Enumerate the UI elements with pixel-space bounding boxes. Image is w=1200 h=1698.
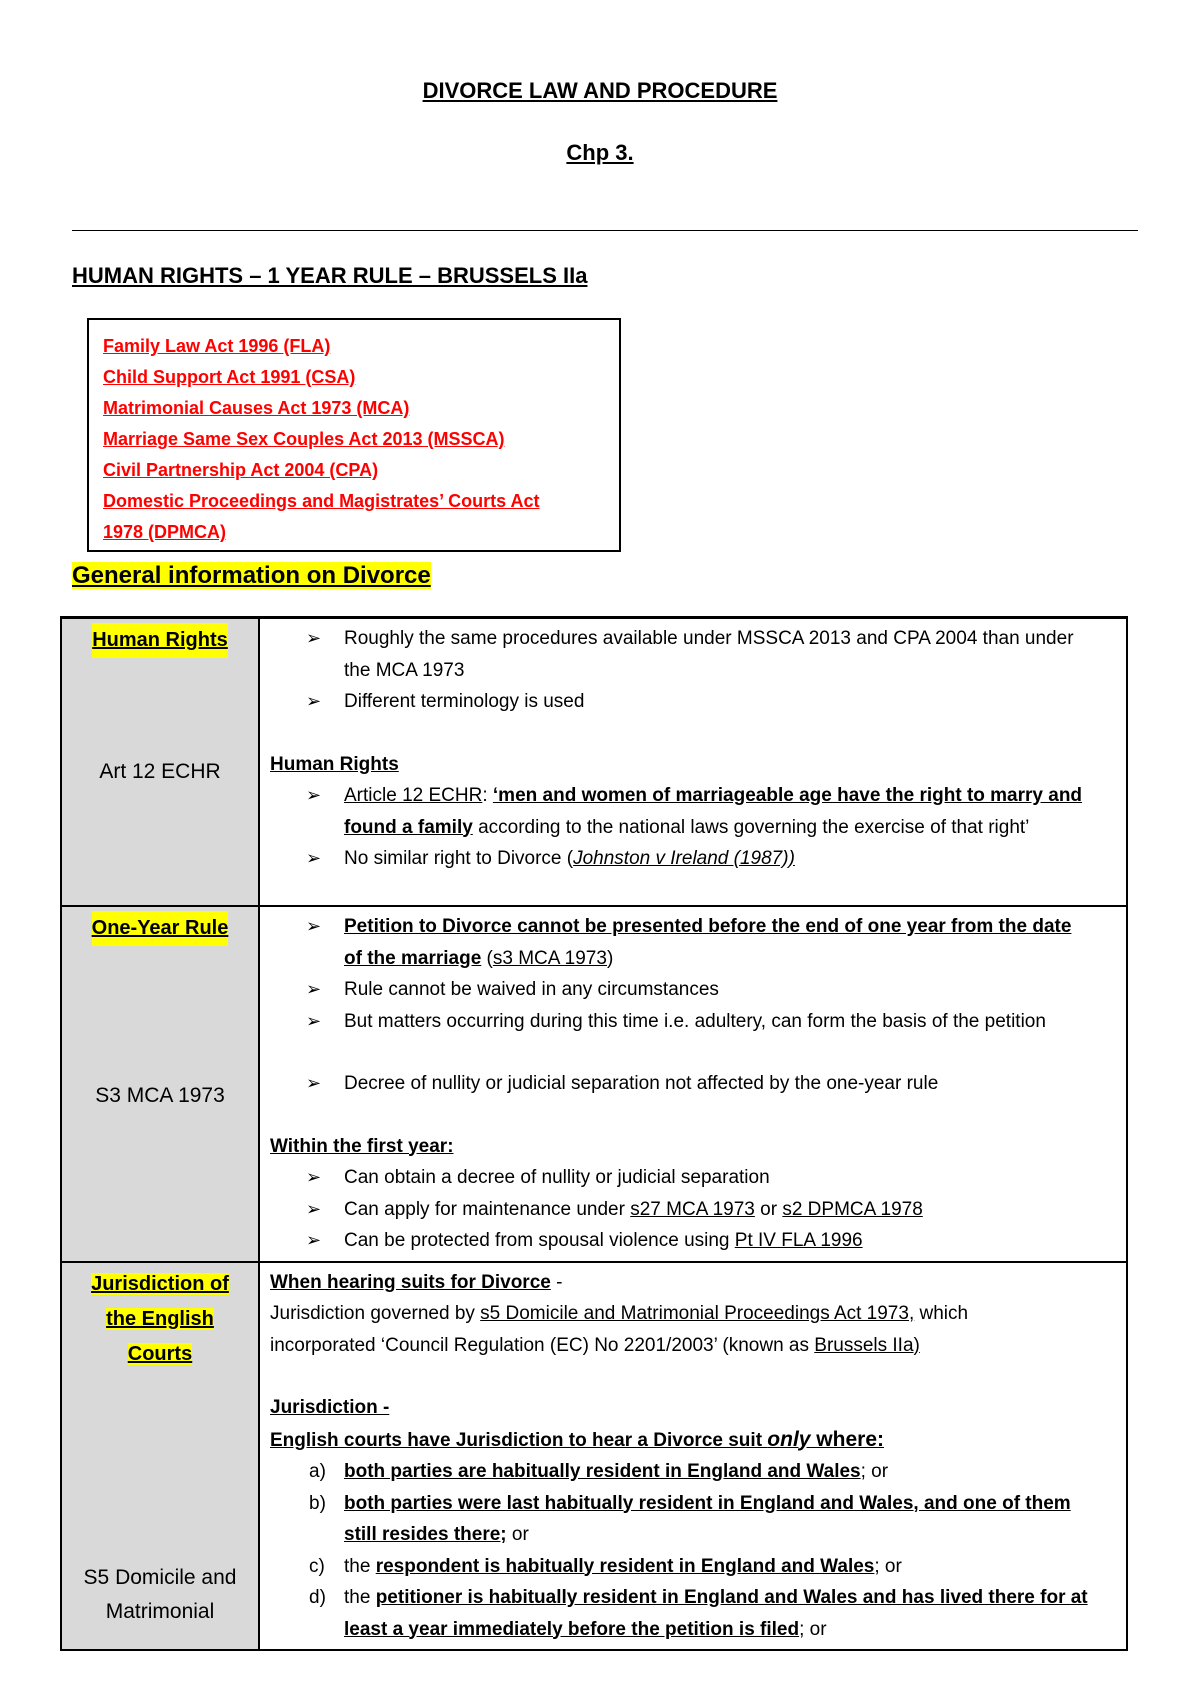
arrow-bullet-icon: ➢ bbox=[306, 1167, 322, 1187]
row-reference: Art 12 ECHR bbox=[99, 760, 221, 783]
list-item: ➢ Decree of nullity or judicial separation not affected by the one-year rule bbox=[270, 1068, 1116, 1100]
list-item: a) both parties are habitually resident in England and Wales; or bbox=[309, 1461, 889, 1482]
row-label-cell bbox=[61, 618, 259, 907]
paragraph: Jurisdiction governed by s5 Domicile and Matrimonial Proceedings Act 1973, which incorporated ‘Council Regulation (EC) No 2201/2003’ (known as Brussels IIa) bbox=[270, 1303, 969, 1356]
list-item: ➢ Can obtain a decree of nullity or judicial separation bbox=[270, 1162, 1116, 1194]
list-item: d) the petitioner is habitually resident in England and Wales and has lived there for at least a year immediately before the petition is filed; or bbox=[309, 1587, 1088, 1640]
row-content-cell bbox=[259, 906, 1127, 1262]
list-item: c) the respondent is habitually resident in England and Wales; or bbox=[309, 1555, 902, 1577]
arrow-bullet-icon: ➢ bbox=[306, 785, 322, 805]
row-label: One-Year Rule bbox=[92, 911, 229, 946]
list-item: ➢ Petition to Divorce cannot be presented before the end of one year from the date of the marriage (s3 MCA 1973) bbox=[270, 911, 1116, 974]
row-label-cell bbox=[61, 906, 259, 1262]
arrow-bullet-icon: ➢ bbox=[306, 628, 322, 648]
statute-item: Family Law Act 1996 (FLA) bbox=[103, 336, 331, 356]
chapter-heading: Chp 3. bbox=[566, 140, 634, 165]
arrow-bullet-icon: ➢ bbox=[306, 916, 322, 936]
statute-item: Domestic Proceedings and Magistrates’ Courts Act bbox=[103, 491, 540, 511]
list-item: ➢ Can be protected from spousal violence using Pt IV FLA 1996 bbox=[270, 1225, 1116, 1257]
list-item: ➢ Article 12 ECHR: ‘men and women of marriageable age have the right to marry and found a family according to the national laws governing the exercise of that right’ bbox=[270, 780, 1116, 843]
arrow-bullet-icon: ➢ bbox=[306, 979, 322, 999]
arrow-bullet-icon: ➢ bbox=[306, 1198, 322, 1219]
row-content-cell bbox=[259, 1262, 1127, 1651]
subheading: Within the first year: bbox=[270, 1135, 454, 1157]
arrow-bullet-icon: ➢ bbox=[306, 691, 322, 711]
subheading: Jurisdiction - bbox=[270, 1397, 390, 1418]
list-item: ➢ Different terminology is used bbox=[270, 686, 1116, 718]
arrow-bullet-icon: ➢ bbox=[306, 848, 322, 868]
divorce-info-table bbox=[60, 616, 1128, 1651]
row-reference: S5 Domicile and Matrimonial bbox=[83, 1565, 237, 1623]
row-label: Human Rights bbox=[92, 623, 228, 658]
arrow-bullet-icon: ➢ bbox=[306, 1010, 322, 1031]
row-reference: S3 MCA 1973 bbox=[95, 1084, 225, 1107]
statute-item: Child Support Act 1991 (CSA) bbox=[103, 367, 356, 387]
subheading: English courts have Jurisdiction to hear a Divorce suit only where: bbox=[270, 1427, 884, 1451]
row-label: Jurisdiction of the English Courts bbox=[91, 1272, 229, 1365]
arrow-bullet-icon: ➢ bbox=[306, 1073, 322, 1093]
horizontal-divider bbox=[72, 230, 1138, 231]
general-info-heading: General information on Divorce bbox=[72, 562, 431, 589]
statute-item: Matrimonial Causes Act 1973 (MCA) bbox=[103, 398, 410, 418]
statute-item: 1978 (DPMCA) bbox=[103, 522, 227, 542]
row-content-cell bbox=[259, 618, 1127, 907]
table-row bbox=[61, 1262, 1127, 1651]
table-row bbox=[61, 618, 1127, 907]
list-item: ➢ But matters occurring during this time i.e. adultery, can form the basis of the petition bbox=[270, 1006, 1116, 1038]
section-heading: HUMAN RIGHTS – 1 YEAR RULE – BRUSSELS IIa bbox=[72, 263, 588, 288]
paragraph: When hearing suits for Divorce - bbox=[270, 1271, 563, 1293]
row-label-cell bbox=[61, 1262, 259, 1651]
list-item: ➢ Roughly the same procedures available under MSSCA 2013 and CPA 2004 than under the MCA 1973 bbox=[270, 623, 1116, 686]
list-item: ➢ Can apply for maintenance under s27 MCA 1973 or s2 DPMCA 1978 bbox=[270, 1194, 1116, 1226]
document-title: DIVORCE LAW AND PROCEDURE bbox=[422, 78, 778, 103]
statute-item: Marriage Same Sex Couples Act 2013 (MSSCA) bbox=[103, 429, 505, 449]
statutes-box bbox=[87, 318, 621, 552]
list-item: ➢ No similar right to Divorce (Johnston v Ireland (1987)) bbox=[270, 843, 1116, 875]
list-item: ➢ Rule cannot be waived in any circumstances bbox=[270, 974, 1116, 1006]
subheading: Human Rights bbox=[270, 753, 399, 775]
statute-item: Civil Partnership Act 2004 (CPA) bbox=[103, 460, 379, 480]
table-row bbox=[61, 906, 1127, 1262]
list-item: b) both parties were last habitually resident in England and Wales, and one of them still resides there; or bbox=[309, 1492, 1071, 1545]
arrow-bullet-icon: ➢ bbox=[306, 1230, 322, 1250]
